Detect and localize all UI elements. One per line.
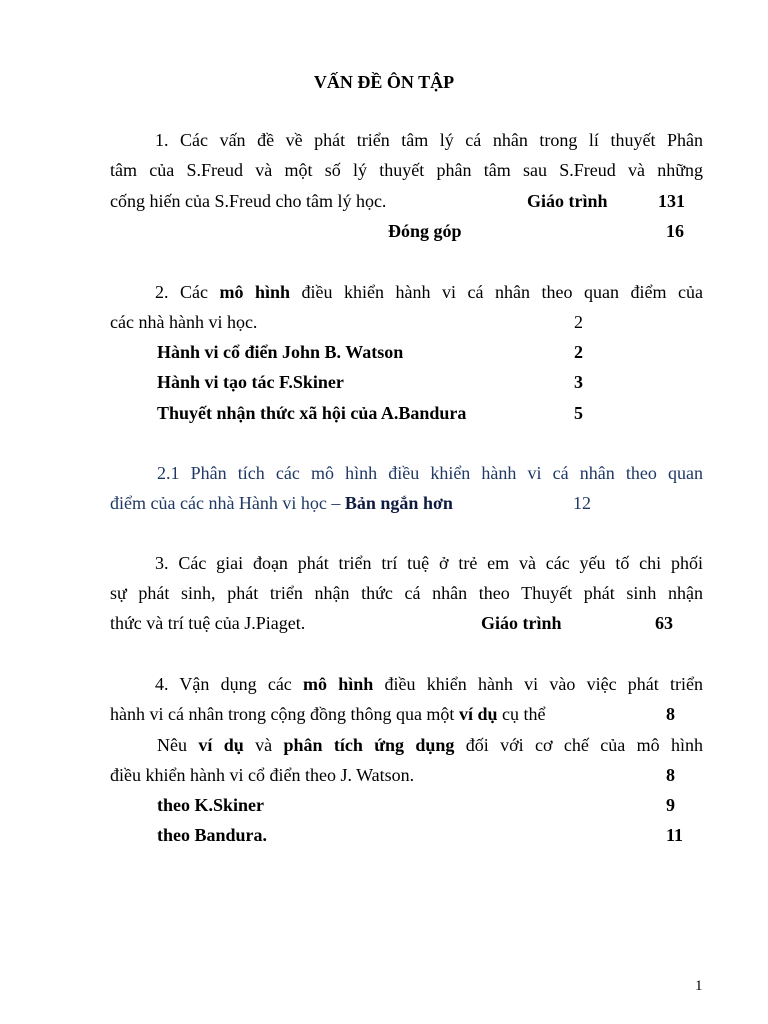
- s4-l2-bold: ví dụ: [458, 704, 498, 724]
- section-2-item-label: Thuyết nhận thức xã hội của A.Bandura: [157, 403, 467, 423]
- section-3-ref-label: Giáo trình: [481, 613, 562, 633]
- section-2-1-line-1: 2.1 Phân tích các mô hình điều khiển hành vi cá nhân theo quan: [157, 463, 703, 483]
- section-2-line-2: các nhà hành vi học.: [110, 312, 258, 332]
- section-2-item-label: Hành vi cổ điển John B. Watson: [157, 342, 404, 362]
- s4-text-b: điều khiển hành vi vào việc phát triển: [373, 674, 704, 694]
- section-2-item-page: 3: [574, 372, 583, 392]
- s4-l3-text-a: Nêu: [157, 735, 199, 755]
- s4-l2-text-a: hành vi cá nhân trong cộng đồng thông qua một: [110, 704, 459, 724]
- section-4-line-4-page: 8: [666, 765, 675, 785]
- section-4-line-2: [110, 702, 545, 726]
- s4-text-a: 4. Vận dụng các: [155, 674, 304, 694]
- section-2-item-page: 5: [574, 403, 583, 423]
- section-3-line-2: sự phát sinh, phát triển nhận thức cá nhân theo Thuyết phát sinh nhận: [110, 583, 703, 603]
- section-2-line-2-page: 2: [574, 312, 583, 332]
- section-1-ref-1-page: 131: [658, 191, 685, 211]
- section-2-item-label: Hành vi tạo tác F.Skiner: [157, 372, 344, 392]
- section-2-1-page: 12: [573, 493, 591, 513]
- section-3-line-3: thức và trí tuệ của J.Piaget.: [110, 613, 306, 633]
- section-1-line-1: 1. Các vấn đề về phát triển tâm lý cá nhân trong lí thuyết Phân: [155, 130, 703, 150]
- s2-text-b: điều khiển hành vi cá nhân theo quan điểm của: [290, 282, 704, 302]
- s4-l3-text-b: đối với cơ chế của mô hình: [454, 735, 703, 755]
- section-1-ref-2-page: 16: [666, 221, 684, 241]
- section-1-ref-2-label: Đóng góp: [388, 221, 462, 241]
- s2-text-a: 2. Các: [155, 282, 220, 302]
- section-1-line-2: tâm của S.Freud và một số lý thuyết phân tâm sau S.Freud và những: [110, 160, 703, 180]
- section-4-line-1: [155, 672, 703, 696]
- section-2-1-line-2: [110, 491, 453, 515]
- section-4-item-label: theo K.Skiner: [157, 795, 265, 815]
- s21-bold: Bản ngắn hơn: [344, 493, 453, 513]
- section-4-line-2-page: 8: [666, 704, 675, 724]
- section-3-line-1: 3. Các giai đoạn phát triển trí tuệ ở trẻ em và các yếu tố chi phối: [155, 553, 703, 573]
- s4-l3-bold-2: phân tích ứng dụng: [283, 735, 455, 755]
- s4-l2-text-b: cụ thể: [497, 704, 546, 724]
- page-number: 1: [695, 978, 703, 994]
- section-1-line-3: cống hiến của S.Freud cho tâm lý học.: [110, 191, 387, 211]
- section-2-item-page: 2: [574, 342, 583, 362]
- page-title: VẤN ĐỀ ÔN TẬP: [313, 72, 455, 92]
- section-4-line-3: [157, 733, 703, 757]
- section-4-line-4: điều khiển hành vi cổ điển theo J. Watson.: [110, 765, 415, 785]
- s2-bold: mô hình: [219, 282, 291, 302]
- section-1-ref-1-label: Giáo trình: [527, 191, 608, 211]
- section-4-item-page: 9: [666, 795, 675, 815]
- section-4-item-page: 11: [666, 825, 684, 845]
- s21-text: điểm của các nhà Hành vi học –: [110, 493, 345, 513]
- section-3-ref-page: 63: [655, 613, 673, 633]
- section-4-item-label: theo Bandura.: [157, 825, 268, 845]
- s4-l3-mid: và: [243, 735, 284, 755]
- s4-l3-bold-1: ví dụ: [198, 735, 244, 755]
- section-2-line-1: [155, 280, 703, 304]
- s4-bold: mô hình: [303, 674, 374, 694]
